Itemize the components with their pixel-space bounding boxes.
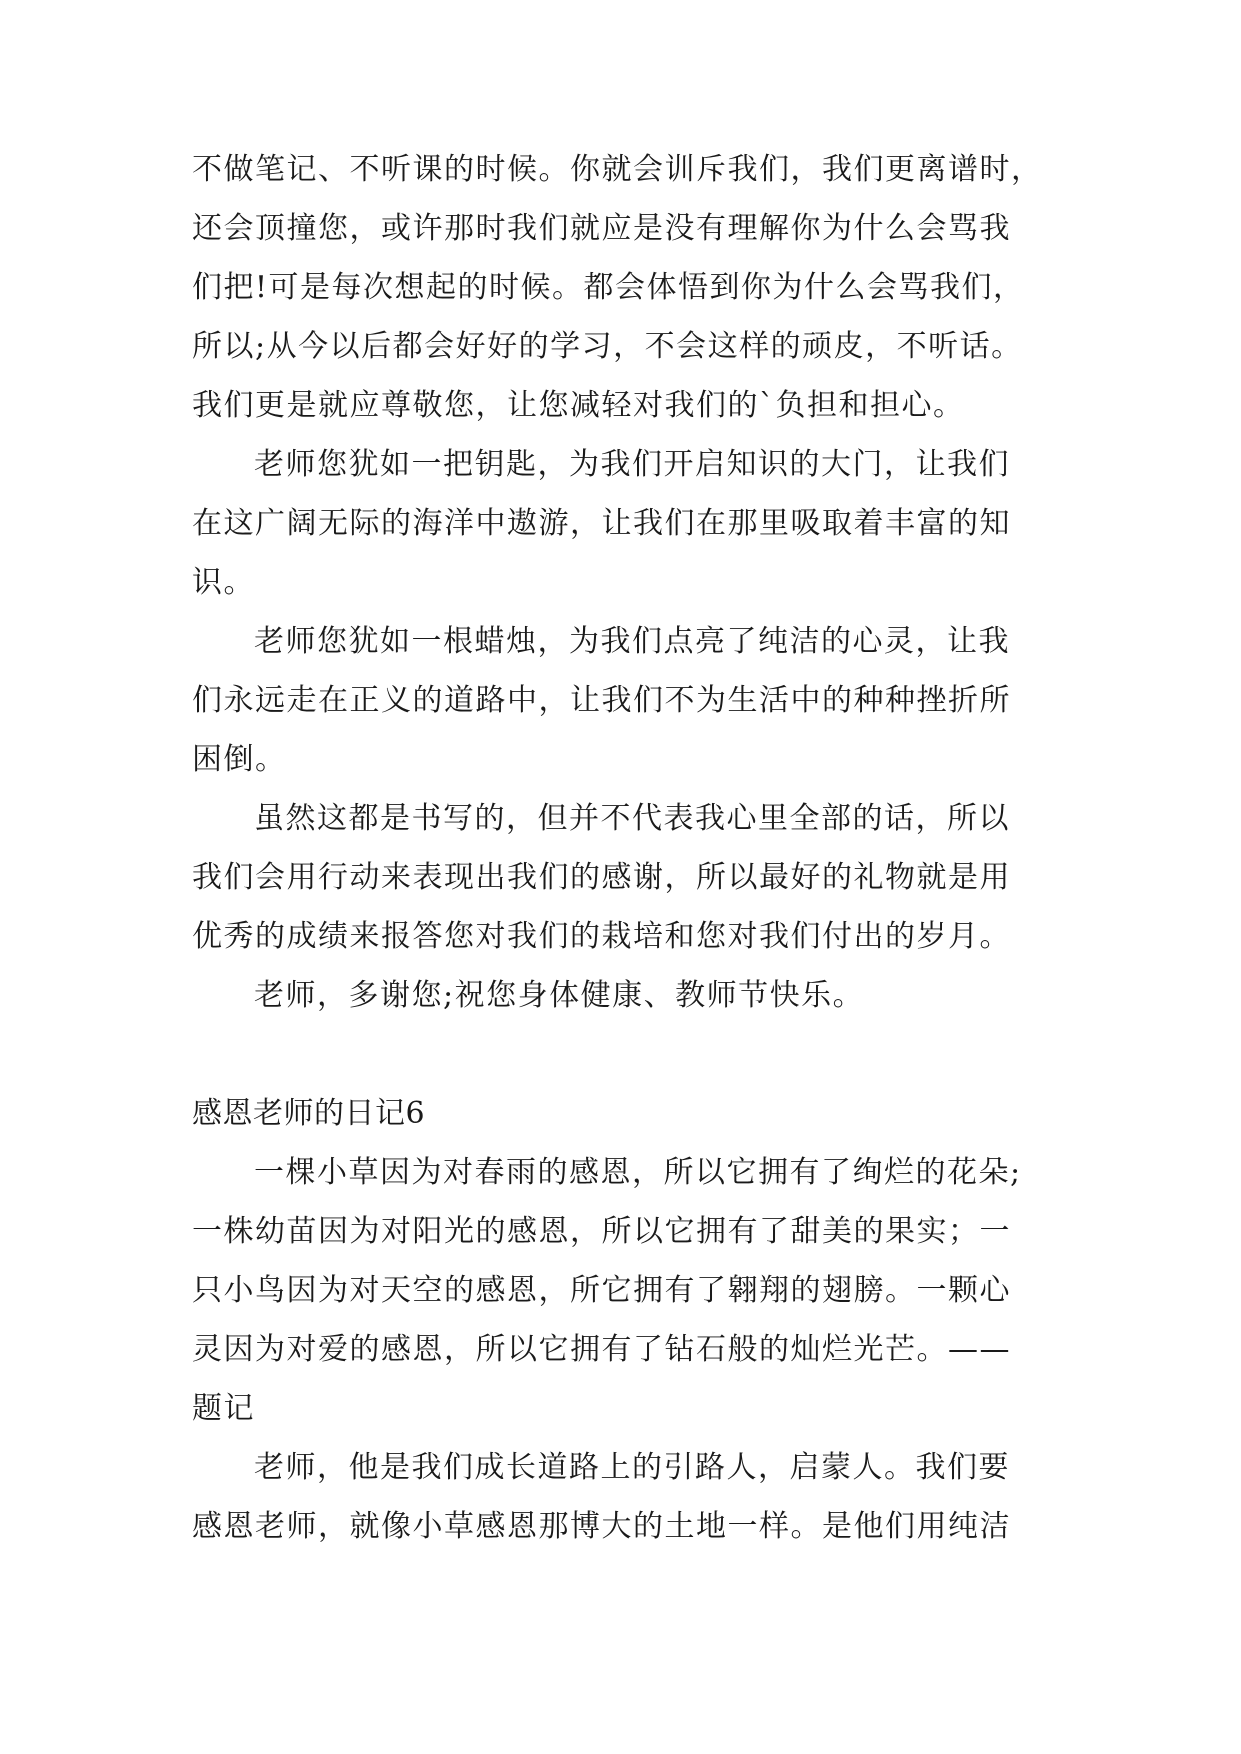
text-line: 优秀的成绩来报答您对我们的栽培和您对我们付出的岁月。 xyxy=(192,919,1011,954)
text-line: 困倒。 xyxy=(192,742,287,777)
paragraph-start-line: 老师您犹如一根蜡烛，为我们点亮了纯洁的心灵，让我 xyxy=(254,624,1010,659)
paragraph-start-line: 老师，他是我们成长道路上的引路人，启蒙人。我们要 xyxy=(254,1450,1010,1485)
text-line: 在这广阔无际的海洋中遨游，让我们在那里吸取着丰富的知 xyxy=(192,506,1011,541)
paragraph-start-line: 老师，多谢您;祝您身体健康、教师节快乐。 xyxy=(254,978,865,1013)
paragraph-start-line: 一棵小草因为对春雨的感恩，所以它拥有了绚烂的花朵; xyxy=(254,1155,1022,1190)
text-line: 题记 xyxy=(192,1391,255,1426)
text-line: 感恩老师，就像小草感恩那博大的土地一样。是他们用纯洁 xyxy=(192,1509,1011,1544)
text-line: 灵因为对爱的感恩，所以它拥有了钻石般的灿烂光芒。—— xyxy=(192,1332,1011,1367)
text-line: 不做笔记、不听课的时候。你就会训斥我们，我们更离谱时， xyxy=(192,152,1043,187)
text-line: 一株幼苗因为对阳光的感恩，所以它拥有了甜美的果实；一 xyxy=(192,1214,1011,1249)
text-line: 我们更是就应尊敬您，让您减轻对我们的`负担和担心。 xyxy=(192,388,965,423)
text-line: 所以;从今以后都会好好的学习，不会这样的顽皮，不听话。 xyxy=(192,329,1023,364)
section-heading: 感恩老师的日记6 xyxy=(192,1096,426,1131)
paragraph-start-line: 虽然这都是书写的，但并不代表我心里全部的话，所以 xyxy=(254,801,1010,836)
text-line: 们永远走在正义的道路中，让我们不为生活中的种种挫折所 xyxy=(192,683,1011,718)
text-line: 我们会用行动来表现出我们的感谢，所以最好的礼物就是用 xyxy=(192,860,1011,895)
text-line: 还会顶撞您，或许那时我们就应是没有理解你为什么会骂我 xyxy=(192,211,1011,246)
paragraph-start-line: 老师您犹如一把钥匙，为我们开启知识的大门，让我们 xyxy=(254,447,1010,482)
text-line: 只小鸟因为对天空的感恩，所它拥有了翱翔的翅膀。一颗心 xyxy=(192,1273,1011,1308)
text-line: 们把!可是每次想起的时候。都会体悟到你为什么会骂我们， xyxy=(192,270,1025,305)
text-line: 识。 xyxy=(192,565,255,600)
